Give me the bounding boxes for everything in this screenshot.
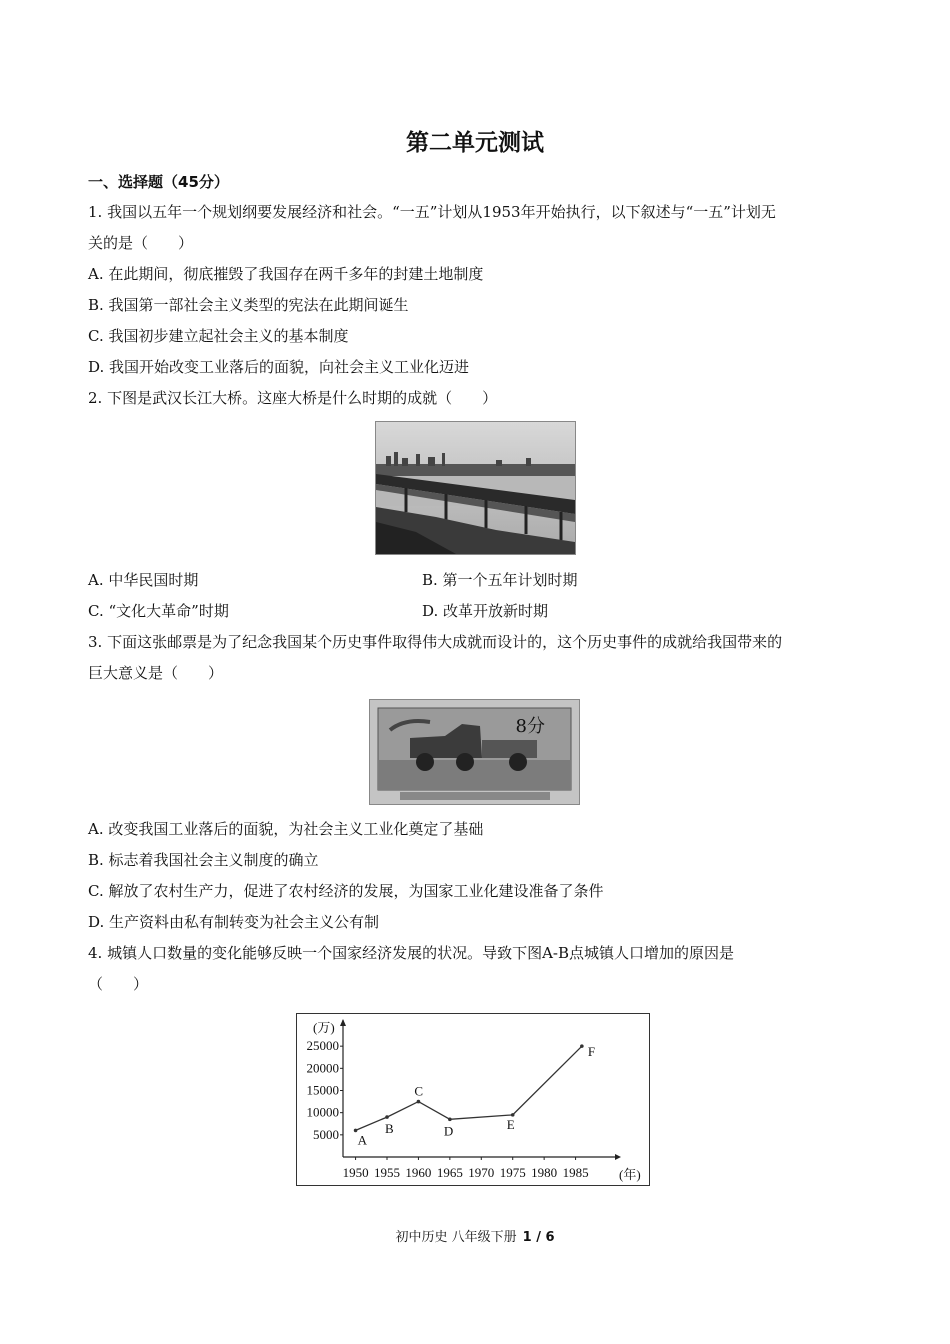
page-number: 1 / 6 [522, 1230, 555, 1245]
y-tick-label: 20000 [306, 1060, 339, 1076]
question-3-option-a: A. 改变我国工业落后的面貌，为社会主义工业化奠定了基础 [88, 820, 484, 838]
population-chart-svg [297, 1014, 649, 1185]
data-label-c: C [414, 1083, 424, 1099]
x-tick-label: 1985 [562, 1165, 589, 1180]
data-label-a: A [357, 1132, 367, 1148]
y-tick-label: 25000 [306, 1038, 339, 1054]
question-1-option-a: A. 在此期间，彻底摧毁了我国存在两千多年的封建土地制度 [88, 265, 484, 283]
population-line [356, 1046, 582, 1130]
data-point-c [417, 1100, 421, 1104]
question-4-stem: 4. 城镇人口数量的变化能够反映一个国家经济发展的状况。导致下图A-B点城镇人口增加的原因是 [88, 944, 735, 962]
data-point-d [448, 1118, 452, 1122]
data-label-e: E [506, 1116, 515, 1132]
page-footer [0, 1226, 950, 1245]
x-tick-label: 1950 [342, 1165, 369, 1180]
x-tick-label: 1975 [499, 1165, 526, 1180]
question-3-option-b: B. 标志着我国社会主义制度的确立 [88, 851, 319, 869]
x-tick-label: 1955 [374, 1165, 400, 1180]
stamp-illustration [370, 700, 579, 804]
question-2-option-c: C. “文化大革命”时期 [88, 602, 229, 620]
question-1-option-d: D. 我国开始改变工业落后的面貌，向社会主义工业化迈进 [88, 358, 470, 376]
x-tick-label: 1980 [531, 1165, 558, 1180]
truck-stamp [369, 699, 580, 805]
question-1-stem: 1. 我国以五年一个规划纲要发展经济和社会。“一五”计划从1953年开始执行，以下叙述与“一五”计划无 [88, 203, 776, 221]
x-tick-label: 1970 [468, 1165, 495, 1180]
page-title: 第二单元测试 [406, 130, 544, 156]
question-1-option-c: C. 我国初步建立起社会主义的基本制度 [88, 327, 349, 345]
data-label-f: F [587, 1044, 596, 1060]
question-2-stem: 2. 下图是武汉长江大桥。这座大桥是什么时期的成就（ ） [88, 389, 498, 407]
y-tick-label: 5000 [313, 1126, 339, 1142]
question-3-stem-cont: 巨大意义是（ ） [88, 664, 224, 682]
question-2-option-b: B. 第一个五年计划时期 [422, 571, 578, 589]
question-3-option-d: D. 生产资料由私有制转变为社会主义公有制 [88, 913, 380, 931]
question-2-option-a: A. 中华民国时期 [88, 571, 199, 589]
data-label-b: B [385, 1121, 394, 1137]
question-2-option-d: D. 改革开放新时期 [422, 602, 549, 620]
x-tick-label: 1960 [405, 1165, 432, 1180]
question-4-stem-cont: （ ） [88, 975, 149, 993]
wuhan-bridge-photo [375, 421, 576, 555]
y-tick-label: 10000 [306, 1104, 339, 1120]
x-tick-label: 1965 [436, 1165, 463, 1180]
bridge-illustration [376, 422, 575, 554]
chart-series [354, 1044, 595, 1147]
question-3-stem: 3. 下面这张邮票是为了纪念我国某个历史事件取得伟大成就而设计的，这个历史事件的成就给我国带来的 [88, 633, 783, 651]
question-3-option-c: C. 解放了农村生产力，促进了农村经济的发展，为国家工业化建设准备了条件 [88, 882, 604, 900]
question-1-option-b: B. 我国第一部社会主义类型的宪法在此期间诞生 [88, 296, 409, 314]
data-point-f [580, 1044, 584, 1048]
data-point-b [385, 1115, 389, 1119]
x-axis-label: (年) [619, 1167, 641, 1182]
question-1-stem-cont: 关的是（ ） [88, 234, 194, 252]
x-axis-arrow [615, 1154, 621, 1160]
section-heading: 一、选择题（45分） [88, 173, 229, 191]
y-axis-label: (万) [313, 1020, 335, 1035]
population-chart [296, 1013, 650, 1186]
chart-ticks [307, 1038, 589, 1180]
stamp-value: 8分 [515, 716, 545, 737]
y-axis-arrow [340, 1019, 346, 1026]
footer-text: 初中历史 八年级下册 [395, 1230, 517, 1245]
y-tick-label: 15000 [306, 1082, 339, 1098]
data-label-d: D [443, 1123, 454, 1139]
